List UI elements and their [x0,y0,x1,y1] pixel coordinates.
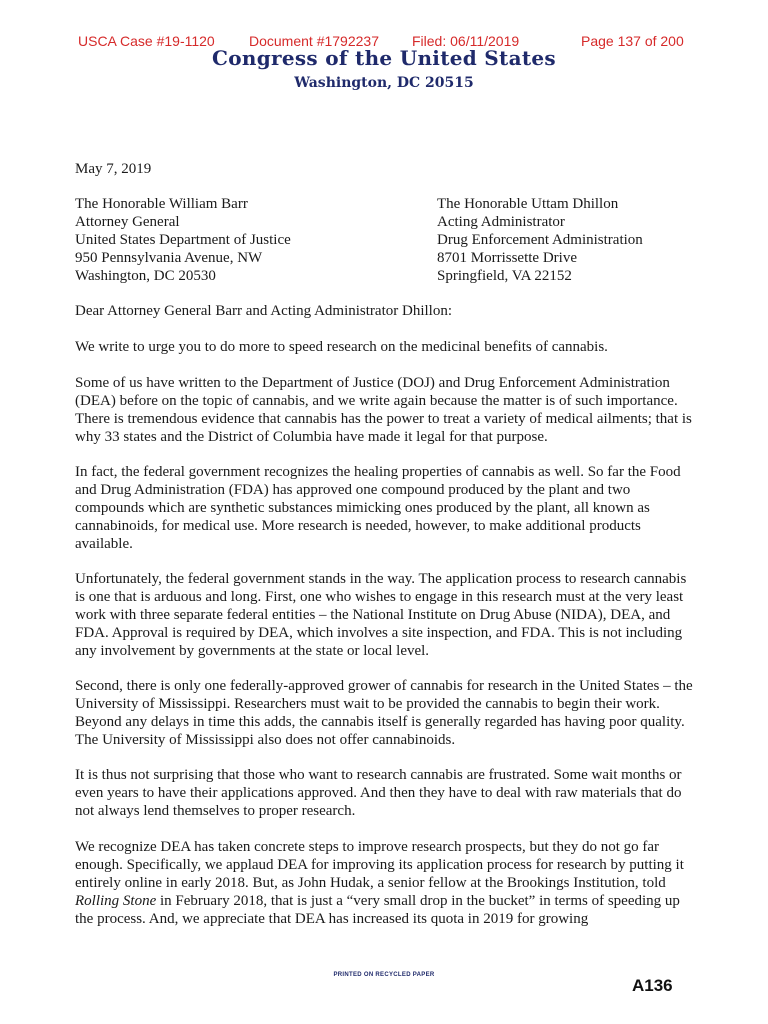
filed-date: Filed: 06/11/2019 [412,33,520,49]
recipient-right-line: The Honorable Uttam Dhillon [437,196,619,212]
letterhead-address: Washington, DC 20515 [294,75,474,91]
recipient-left [75,195,291,285]
recipient-right [437,195,643,285]
recipient-left-line: United States Department of Justice [75,232,291,248]
document-number: Document #1792237 [249,33,379,49]
recipient-right-line: Drug Enforcement Administration [437,232,643,248]
body-paragraph: In fact, the federal government recognizes the healing properties of cannabis as well. So far the Food and Drug Administration (FDA) has approved one compound produced by the plant and two compounds which are synthetic substances mimicking ones produced by the plant, all known as cannabinoids, for medical use. More research is needed, however, to make additional products available. [75,464,681,552]
letterhead-title: Congress of the United States [212,46,556,70]
body-paragraph-last [75,838,695,928]
last-paragraph-text-end: in February 2018, that is just a “very small drop in the bucket” in terms of speeding up the process. And, we appreciate that DEA has increased its quota in 2019 for growing [75,893,680,927]
letter-date: May 7, 2019 [75,161,152,177]
recipient-left-line: Attorney General [75,214,180,230]
recipient-right-line: Acting Administrator [437,214,565,230]
recycled-paper-note: PRINTED ON RECYCLED PAPER [333,972,435,978]
body-paragraph: Unfortunately, the federal government stands in the way. The application process to research cannabis is one that is arduous and long. First, one who wishes to engage in this research must at the very least work with three separate federal entities – the National Institute on Drug Abuse (NIDA), DEA, and FDA. Approval is required by DEA, which involves a site inspection, and FDA. This is not including any involvement by governments at the state or local level. [75,571,687,659]
body-paragraph: Second, there is only one federally-approved grower of cannabis for research in the United States – the University of Mississippi. Researchers must wait to be provided the cannabis to begin their work. Beyond any delays in time this adds, the cannabis itself is generally regarded has having poor quality. The University of Mississippi also does not offer cannabinoids. [75,678,693,748]
exhibit-number: A136 [632,976,673,995]
page-count: Page 137 of 200 [581,33,684,49]
case-number: USCA Case #19-1120 [78,33,215,49]
recipient-left-line: Washington, DC 20530 [75,268,216,284]
recipient-left-line: 950 Pennsylvania Avenue, NW [75,250,263,266]
body-paragraph: Some of us have written to the Department of Justice (DOJ) and Drug Enforcement Administration (DEA) before on the topic of cannabis, and we write again because the matter is of such importance. There is tremendous evidence that cannabis has the power to treat a variety of medical ailments; that is why 33 states and the District of Columbia have made it legal for that purpose. [75,375,692,445]
recipient-right-line: Springfield, VA 22152 [437,268,572,284]
body-paragraph: It is thus not surprising that those who want to research cannabis are frustrated. Some wait months or even years to have their applications approved. And then they have to deal with raw materials that do not always lend themselves to proper research. [75,767,682,819]
recipient-left-line: The Honorable William Barr [75,196,248,212]
publication-title: Rolling Stone [75,893,157,909]
salutation: Dear Attorney General Barr and Acting Administrator Dhillon: [75,303,452,319]
recipient-right-line: 8701 Morrissette Drive [437,250,577,266]
last-paragraph-text: We recognize DEA has taken concrete steps to improve research prospects, but they do not go far enough. Specifically, we applaud DEA for improving its application process for research by putting it entirely online in early 2018. But, as John Hudak, a senior fellow at the Brookings Institution, told [75,839,684,891]
body-paragraph: We write to urge you to do more to speed research on the medicinal benefits of cannabis. [75,339,608,355]
